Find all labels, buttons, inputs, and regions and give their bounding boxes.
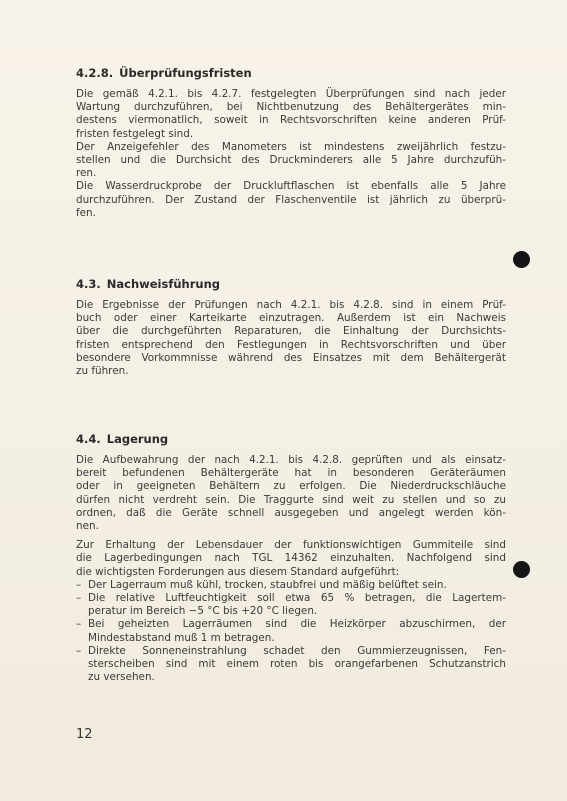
section-4-2-8	[76, 66, 506, 220]
paragraph	[76, 141, 506, 181]
list-dash: –	[76, 644, 82, 657]
section-title: Lagerung	[106, 432, 169, 446]
section-heading	[76, 66, 506, 80]
text-line: Mindestabstand muß 1 m betragen.	[88, 631, 275, 644]
text-line: bereit befundenen Behältergeräte hat in besonderen Geräteräumen	[76, 467, 506, 480]
list-item	[76, 592, 506, 618]
list-item	[76, 579, 506, 592]
text-line: ren.	[76, 167, 97, 180]
binder-hole	[513, 251, 530, 268]
text-line: ordnen, daß die Geräte schnell ausgegeben und angelegt werden kön-	[76, 506, 506, 519]
text-line: destens viermonatlich, soweit in Rechtsvorschriften keine anderen Prüf-	[76, 114, 506, 127]
text-line: über die durchgeführten Reparaturen, die Einhaltung der Durchsichts-	[76, 325, 506, 338]
section-4-4	[76, 432, 506, 684]
text-line: zu führen.	[76, 365, 129, 378]
list-dash: –	[76, 578, 82, 591]
text-line: Die gemäß 4.2.1. bis 4.2.7. festgelegten Überprüfungen sind nach jeder	[76, 88, 506, 100]
section-4-3	[76, 277, 506, 378]
paragraph	[76, 539, 506, 579]
paragraph	[76, 454, 506, 533]
text-line: sterscheiben sind mit einem roten bis orangefarbenen Schutzanstrich	[88, 658, 506, 671]
text-line: fristen entsprechend den Festlegungen in Rechtsvorschriften und über	[76, 338, 506, 351]
list-dash: –	[76, 592, 82, 605]
text-line: Wartung durchzuführen, bei Nichtbenutzung des Behältergerätes min-	[76, 101, 506, 114]
text-line: Zur Erhaltung der Lebensdauer der funktionswichtigen Gummiteile sind	[76, 539, 506, 552]
text-line: oder in geeigneten Behältern zu erfolgen. Die Niederdruckschläuche	[76, 480, 506, 493]
text-line: Der Lagerraum muß kühl, trocken, staubfrei und mäßig belüftet sein.	[88, 578, 447, 591]
list-dash: –	[76, 618, 82, 631]
section-title: Nachweisführung	[106, 277, 221, 291]
section-heading	[76, 432, 506, 446]
text-line: peratur im Bereich −5 °C bis +20 °C liegen.	[88, 605, 318, 618]
section-heading	[76, 277, 506, 291]
binder-hole	[513, 561, 530, 578]
paragraph	[76, 88, 506, 141]
section-number: 4.3.	[76, 277, 101, 291]
text-line: Der Anzeigefehler des Manometers ist mindestens zweijährlich festzu-	[76, 140, 506, 153]
text-line: buch oder einer Karteikarte einzutragen. Außerdem ist ein Nachweis	[76, 312, 506, 325]
text-line: besondere Vorkommnisse während des Einsatzes mit dem Behältergerät	[76, 351, 506, 364]
text-line: Die relative Luftfeuchtigkeit soll etwa 65 % betragen, die Lagertem-	[88, 592, 506, 605]
paragraph	[76, 180, 506, 220]
text-line: die Lagerbedingungen nach TGL 14362 einzuhalten. Nachfolgend sind	[76, 552, 506, 565]
text-line: Die Aufbewahrung der nach 4.2.1. bis 4.2.8. geprüften und als einsatz-	[76, 454, 506, 466]
text-line: fristen festgelegt sind.	[76, 127, 194, 140]
list-item	[76, 618, 506, 644]
text-line: die wichtigsten Forderungen aus diesem Standard aufgeführt:	[76, 565, 400, 578]
text-line: Direkte Sonneneinstrahlung schadet den Gummierzeugnissen, Fen-	[88, 644, 506, 657]
text-line: fen.	[76, 206, 96, 219]
text-line: durchzuführen. Der Zustand der Flaschenventile ist jährlich zu überprü-	[76, 193, 506, 206]
section-number: 4.2.8.	[76, 66, 114, 80]
text-line: Die Ergebnisse der Prüfungen nach 4.2.1. bis 4.2.8. sind in einem Prüf-	[76, 299, 506, 311]
page-number: 12	[76, 727, 93, 742]
list-item	[76, 645, 506, 685]
section-title: Überprüfungsfristen	[119, 66, 252, 80]
text-line: stellen und die Durchsicht des Druckminderers alle 5 Jahre durchzufüh-	[76, 154, 506, 167]
paragraph	[76, 299, 506, 378]
requirements-list	[76, 579, 506, 685]
text-line: dürfen nicht verdreht sein. Die Traggurte sind weit zu stellen und so zu	[76, 493, 506, 506]
section-number: 4.4.	[76, 432, 101, 446]
text-line: Die Wasserdruckprobe der Druckluftflaschen ist ebenfalls alle 5 Jahre	[76, 180, 506, 193]
text-line: zu versehen.	[88, 671, 155, 684]
text-line: nen.	[76, 520, 99, 533]
text-line: Bei geheizten Lagerräumen sind die Heizkörper abzuschirmen, der	[88, 618, 506, 631]
